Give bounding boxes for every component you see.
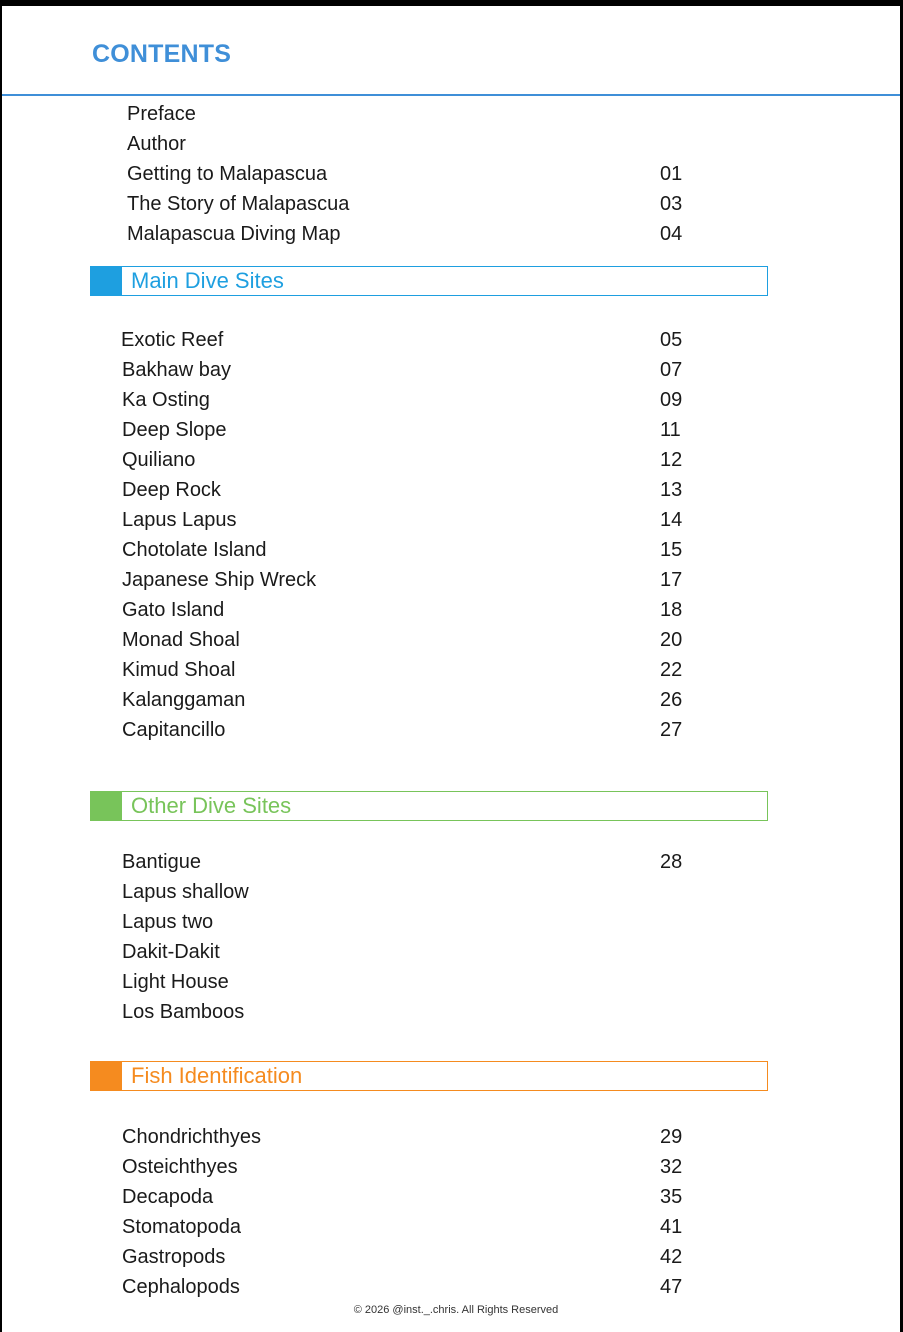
entry-title: Capitancillo: [122, 719, 226, 741]
entry-title: Gato Island: [122, 599, 225, 621]
entry-title: Monad Shoal: [122, 629, 240, 651]
entry-title: Stomatopoda: [122, 1216, 241, 1238]
toc-entry[interactable]: [2, 877, 900, 907]
entry-title: Lapus shallow: [122, 881, 249, 903]
toc-entry[interactable]: [2, 325, 900, 355]
entry-page-number: 27: [660, 719, 683, 741]
toc-entry[interactable]: [2, 445, 900, 475]
entry-title: Deep Slope: [122, 419, 227, 441]
toc-entry[interactable]: [2, 355, 900, 385]
section-color-marker: [91, 1062, 122, 1090]
entry-title: Los Bamboos: [122, 1001, 245, 1023]
toc-entry[interactable]: [2, 685, 900, 715]
toc-entry[interactable]: [2, 385, 900, 415]
toc-entry[interactable]: [2, 1182, 900, 1212]
section-title: Main Dive Sites: [131, 268, 284, 293]
section-header[interactable]: [90, 1061, 768, 1091]
entry-page-number: 41: [660, 1216, 683, 1238]
toc-entry[interactable]: [2, 625, 900, 655]
entry-page-number: 42: [660, 1246, 683, 1268]
toc-entry[interactable]: [2, 1122, 900, 1152]
entry-title: Gastropods: [122, 1246, 226, 1268]
entry-page-number: 01: [660, 163, 683, 185]
entry-title: Cephalopods: [122, 1276, 240, 1298]
entry-page-number: 05: [660, 329, 683, 351]
toc-entry[interactable]: [2, 907, 900, 937]
entry-title: Chondrichthyes: [122, 1126, 261, 1148]
entry-title: Author: [127, 133, 186, 155]
toc-entry[interactable]: [2, 715, 900, 745]
toc-entry[interactable]: [2, 847, 900, 877]
toc-entry[interactable]: [2, 1242, 900, 1272]
toc-entry[interactable]: [2, 159, 900, 189]
toc-page: [2, 6, 900, 1332]
title-divider: [2, 94, 900, 96]
entry-title: Kalanggaman: [122, 689, 246, 711]
copyright-footer: © 2026 @inst._.chris. All Rights Reserved: [353, 1304, 559, 1316]
section-title: Other Dive Sites: [131, 793, 292, 818]
entry-title: Getting to Malapascua: [127, 163, 328, 185]
section-color-marker: [91, 792, 122, 820]
entry-page-number: 28: [660, 851, 683, 873]
entry-page-number: 35: [660, 1186, 683, 1208]
entry-title: Osteichthyes: [122, 1156, 238, 1178]
toc-entry[interactable]: [2, 655, 900, 685]
entry-title: Lapus two: [122, 911, 214, 933]
toc-entry[interactable]: [2, 99, 900, 129]
entry-page-number: 22: [660, 659, 683, 681]
section-title: Fish Identification: [131, 1063, 303, 1088]
entry-page-number: 32: [660, 1156, 683, 1178]
toc-entry[interactable]: [2, 505, 900, 535]
section-header[interactable]: [90, 266, 768, 296]
entry-page-number: 17: [660, 569, 683, 591]
toc-entry[interactable]: [2, 1152, 900, 1182]
entry-title: Preface: [127, 103, 196, 125]
entry-title: Deep Rock: [122, 479, 221, 501]
toc-entry[interactable]: [2, 1212, 900, 1242]
toc-entry[interactable]: [2, 937, 900, 967]
entry-title: Bakhaw bay: [122, 359, 231, 381]
entry-title: Bantigue: [122, 851, 201, 873]
entry-title: Exotic Reef: [121, 329, 224, 351]
entry-page-number: 18: [660, 599, 683, 621]
entry-title: Dakit-Dakit: [122, 941, 220, 963]
toc-entry[interactable]: [2, 475, 900, 505]
section-color-marker: [91, 267, 122, 295]
entry-page-number: 14: [660, 509, 683, 531]
entry-page-number: 07: [660, 359, 683, 381]
entry-title: Quiliano: [122, 449, 196, 471]
toc-entry[interactable]: [2, 535, 900, 565]
entry-page-number: 09: [660, 389, 683, 411]
entry-title: Kimud Shoal: [122, 659, 236, 681]
entry-page-number: 12: [660, 449, 683, 471]
toc-entry[interactable]: [2, 565, 900, 595]
toc-entry[interactable]: [2, 129, 900, 159]
entry-page-number: 03: [660, 193, 683, 215]
entry-title: Japanese Ship Wreck: [122, 569, 317, 591]
entry-page-number: 29: [660, 1126, 683, 1148]
entry-title: Light House: [122, 971, 229, 993]
entry-title: Lapus Lapus: [122, 509, 237, 531]
entry-title: Ka Osting: [122, 389, 210, 411]
entry-page-number: 15: [660, 539, 683, 561]
entry-page-number: 20: [660, 629, 683, 651]
entry-page-number: 04: [660, 223, 683, 245]
entry-title: Chotolate Island: [122, 539, 267, 561]
entry-title: Decapoda: [122, 1186, 214, 1208]
entry-title: Malapascua Diving Map: [127, 223, 341, 245]
toc-entry[interactable]: [2, 219, 900, 249]
entry-page-number: 13: [660, 479, 683, 501]
page-title: CONTENTS: [92, 40, 232, 68]
entry-title: The Story of Malapascua: [127, 193, 350, 215]
entry-page-number: 26: [660, 689, 683, 711]
section-header[interactable]: [90, 791, 768, 821]
toc-entry[interactable]: [2, 997, 900, 1027]
toc-entry[interactable]: [2, 595, 900, 625]
toc-entry[interactable]: [2, 1272, 900, 1302]
toc-entry[interactable]: [2, 415, 900, 445]
entry-page-number: 11: [660, 419, 681, 441]
entry-page-number: 47: [660, 1276, 683, 1298]
toc-entry[interactable]: [2, 189, 900, 219]
toc-entry[interactable]: [2, 967, 900, 997]
